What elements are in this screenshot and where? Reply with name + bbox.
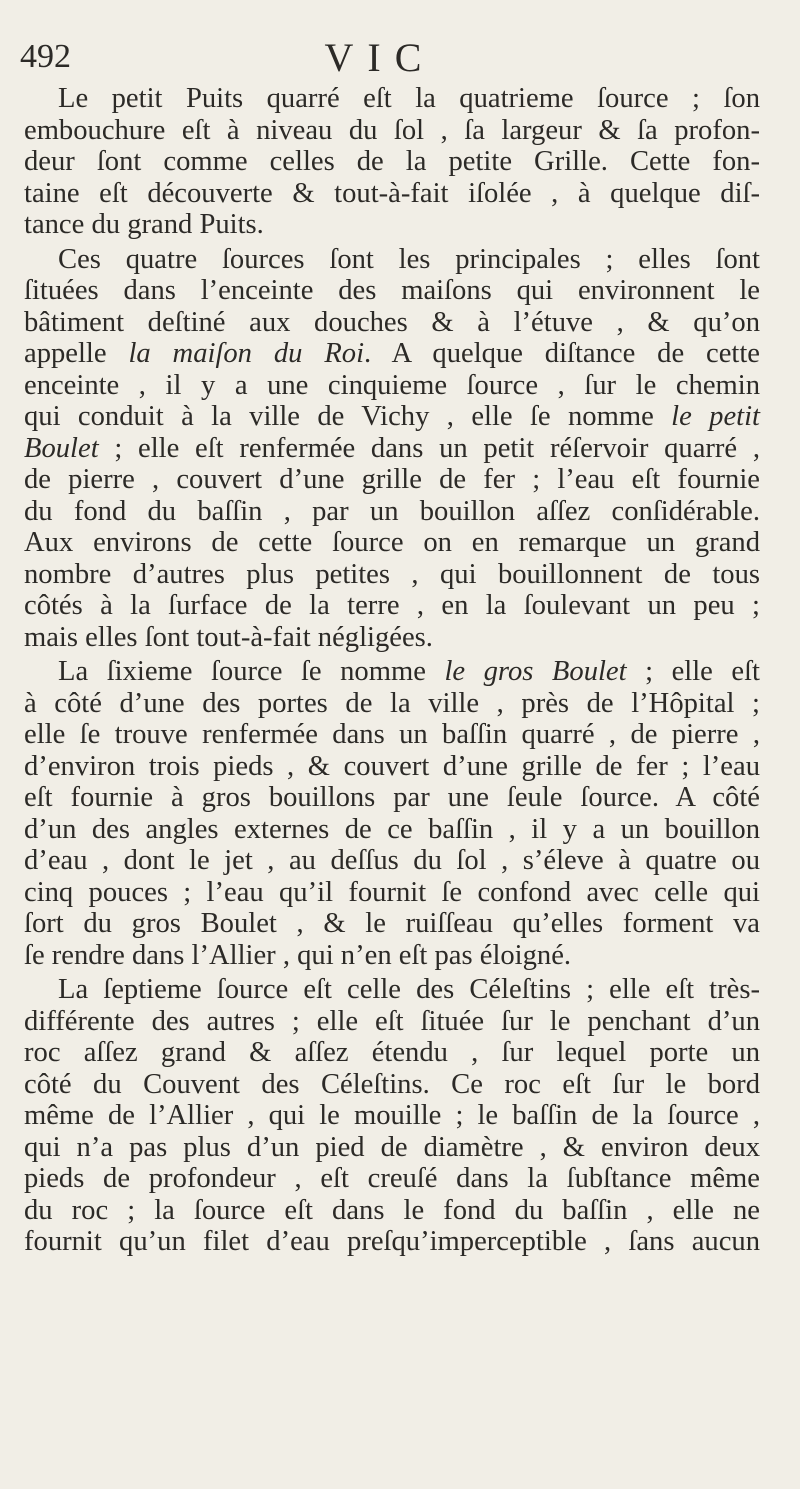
text-line: de pierre , couvert d’une grille de fer ; l’eau eſt fournie [24,464,760,495]
text-line: cinq pouces ; l’eau qu’il fournit ſe confond avec celle qui [24,876,760,908]
text-line: eſt fournie à gros bouillons par une ſeule ſource. A côté [24,782,760,813]
text-line: La ſixieme ſource ſe nomme le gros Boulet ; elle eſt [58,656,760,687]
text-line: Boulet ; elle eſt renfermée dans un petit réſervoir quarré , [24,432,760,464]
text-line: mais elles ſont tout-à-fait négligées. [24,621,433,653]
text-line: Le petit Puits quarré eſt la quatrieme ſource ; ſon [58,83,760,114]
text-line: fournit qu’un filet d’eau preſqu’imperceptible , ſans aucun [24,1226,760,1257]
text-line: bâtiment deſtiné aux douches & à l’étuve , & qu’on [24,306,760,338]
text-line: à côté d’une des portes de la ville , près de l’Hôpital ; [24,687,760,719]
text-line: d’un des angles externes de ce baſſin , il y a un bouillon [24,813,760,845]
text-line: d’eau , dont le jet , au deſſus du ſol , s’éleve à quatre ou [24,845,760,876]
text-line: Ces quatre ſources ſont les principales ; elles ſont [58,243,760,275]
text-line: côtés à la ſurface de la terre , en la ſoulevant un peu ; [24,590,760,621]
text-line: du fond du baſſin , par un bouillon aſſez conſidérable. [24,495,760,527]
italic-phrase: la maiſon du Roi [128,338,365,369]
text-line: qui n’a pas plus d’un pied de diamètre , & environ deux [24,1131,760,1163]
text-line: nombre d’autres plus petites , qui bouillonnent de tous [24,558,760,590]
running-head: VIC [324,35,436,80]
text-line: d’environ trois pieds , & couvert d’une grille de fer ; l’eau [24,750,760,782]
text-line: Aux environs de cette ſource on en remarque un grand [24,527,760,558]
text-line: deur ſont comme celles de la petite Grille. Cette fon- [24,146,760,177]
text-line: ſituées dans l’enceinte des maiſons qui environnent le [24,275,760,306]
text-line: roc aſſez grand & aſſez étendu , ſur lequel porte un [24,1037,760,1068]
page-number: 492 [20,38,71,75]
italic-phrase: Boulet [24,432,99,464]
text-line: même de l’Allier , qui le mouille ; le baſſin de la ſource , [24,1100,760,1131]
text-line: appelle la maiſon du Roi. A quelque diſtance de cette [24,338,760,369]
text-line: elle ſe trouve renfermée dans un baſſin quarré , de pierre , [24,719,760,750]
text-line: ſort du gros Boulet , & le ruiſſeau qu’elles forment va [24,908,760,939]
text-line: côté du Couvent des Céleſtins. Ce roc eſt ſur le bord [24,1068,760,1100]
text-line: ſe rendre dans l’Allier , qui n’en eſt pas éloigné. [24,939,572,971]
body-text [24,83,760,1258]
italic-phrase: le petit [671,401,760,432]
text-line: du roc ; la ſource eſt dans le fond du baſſin , elle ne [24,1194,760,1226]
text-line: La ſeptieme ſource eſt celle des Céleſtins ; elle eſt très- [58,974,760,1005]
text-line: différente des autres ; elle eſt ſituée ſur le penchant d’un [24,1005,760,1037]
text-line: pieds de profondeur , eſt creuſé dans la ſubſtance même [24,1163,760,1194]
text-line: tance du grand Puits. [24,209,264,240]
text-line: embouchure eſt à niveau du ſol , ſa largeur & ſa profon- [24,114,760,146]
text-line: qui conduit à la ville de Vichy , elle ſe nomme le petit [24,401,760,432]
italic-phrase: le gros Boulet [444,656,627,687]
text-line: enceinte , il y a une cinquieme ſource , ſur le chemin [24,369,760,401]
text-line: taine eſt découverte & tout-à-fait iſolée , à quelque diſ- [24,177,760,209]
